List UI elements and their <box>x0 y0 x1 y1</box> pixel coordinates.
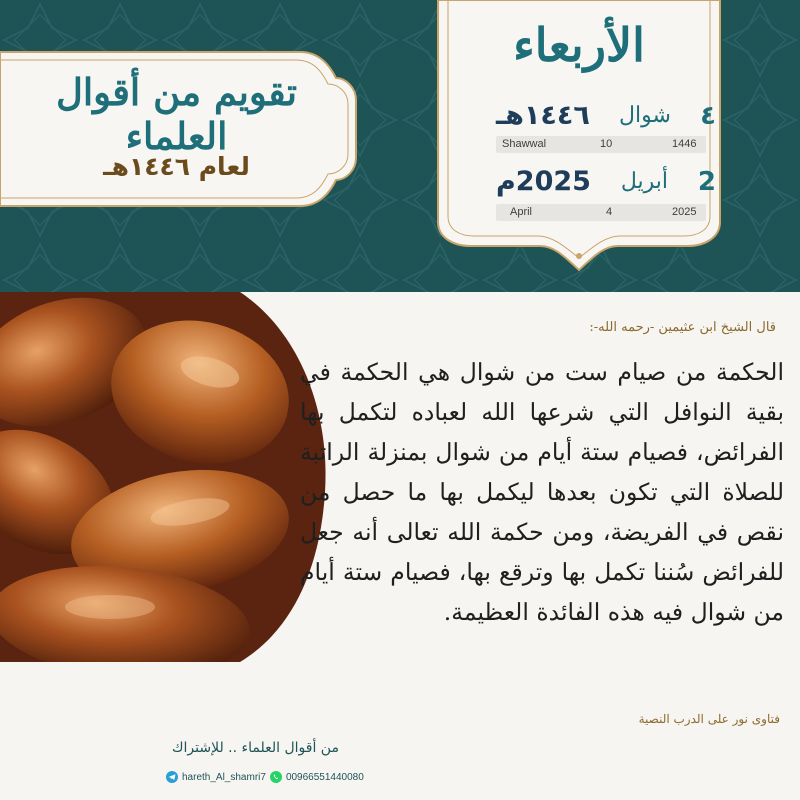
footer-contacts <box>166 768 364 786</box>
gregorian-sub-year: 2025 <box>672 206 697 218</box>
hijri-sub-month: Shawwal <box>502 138 547 150</box>
gregorian-day: 2 <box>697 166 716 197</box>
quote-source: فتاوى نور على الدرب النصية <box>638 712 780 726</box>
day-name: الأربعاء <box>513 18 645 72</box>
telegram-handle[interactable]: hareth_Al_shamri7 <box>182 771 266 783</box>
hijri-month: شوال <box>619 103 671 128</box>
footer-title: من أقوال العلماء .. للإشتراك <box>172 740 339 756</box>
hijri-sub-day: 10 <box>600 138 613 150</box>
date-card <box>430 0 728 274</box>
calendar-year: لعام ١٤٤٦هـ <box>103 152 250 181</box>
whatsapp-number[interactable]: 00966551440080 <box>285 771 364 783</box>
gregorian-date-row <box>496 166 716 197</box>
hijri-sub-bar <box>496 136 706 153</box>
gregorian-sub-bar <box>496 204 706 221</box>
calendar-title: تقويم من أقوال العلماء <box>55 70 298 158</box>
telegram-icon <box>166 771 178 783</box>
calendar-title-card <box>0 48 370 210</box>
hijri-year: ١٤٤٦هـ <box>496 100 590 131</box>
hijri-date-row <box>496 100 716 131</box>
hijri-sub-year: 1446 <box>672 138 697 150</box>
gregorian-month: أبريل <box>620 169 669 194</box>
quote-attribution: قال الشيخ ابن عثيمين -رحمه الله-: <box>589 320 776 335</box>
gregorian-sub-month: April <box>510 206 533 218</box>
quote-text: الحكمة من صيام ست من شوال هي الحكمة في بقية النوافل التي شرعها الله لعباده لتكمل بها الفرائض، فصيام ستة أيام من شوال بمنزلة الراتبة للصلاة التي تكون بعدها ليكمل بها ما حصل من نقص في الفريضة، ومن حكمة الله تعالى أنه جعل للفرائض سُننا تكمل بها وترقع بها، فصيام ستة أيام من شوال فيه هذه الفائدة العظيمة. <box>300 358 784 626</box>
gregorian-year: 2025م <box>496 166 591 197</box>
whatsapp-icon <box>270 771 282 783</box>
dates-image <box>0 292 330 662</box>
hijri-day: ٤ <box>700 100 716 131</box>
gregorian-sub-day: 4 <box>606 206 613 218</box>
